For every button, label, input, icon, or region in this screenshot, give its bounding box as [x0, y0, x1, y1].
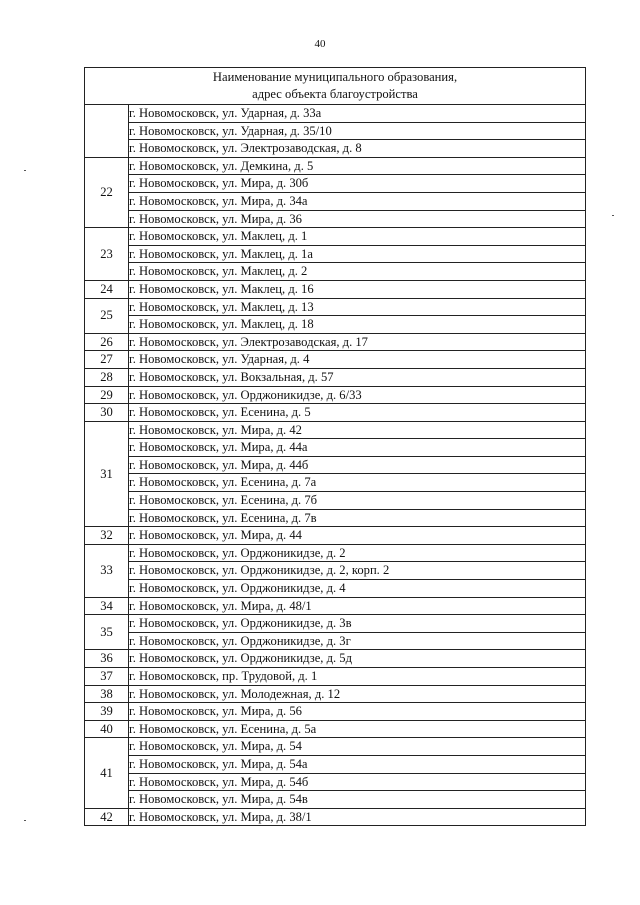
address-cell: г. Новомосковск, ул. Орджоникидзе, д. 4	[129, 580, 586, 598]
address-cell: г. Новомосковск, ул. Орджоникидзе, д. 3г	[129, 632, 586, 650]
address-cell: г. Новомосковск, ул. Мира, д. 54	[129, 738, 586, 756]
table-row	[85, 404, 586, 422]
scan-mark	[612, 215, 614, 216]
table-row	[85, 105, 586, 123]
address-cell: г. Новомосковск, ул. Демкина, д. 5	[129, 157, 586, 175]
table-row	[85, 192, 586, 210]
address-cell: г. Новомосковск, ул. Ударная, д. 35/10	[129, 122, 586, 140]
address-cell: г. Новомосковск, ул. Есенина, д. 7б	[129, 492, 586, 510]
row-number: 27	[85, 351, 129, 369]
table-header-row	[85, 68, 586, 105]
address-cell: г. Новомосковск, ул. Маклец, д. 13	[129, 298, 586, 316]
table-row	[85, 474, 586, 492]
row-number: 32	[85, 527, 129, 545]
table-row	[85, 456, 586, 474]
address-cell: г. Новомосковск, ул. Маклец, д. 2	[129, 263, 586, 281]
address-cell: г. Новомосковск, ул. Есенина, д. 7в	[129, 509, 586, 527]
table-header	[85, 68, 586, 105]
address-cell: г. Новомосковск, ул. Есенина, д. 7а	[129, 474, 586, 492]
address-cell: г. Новомосковск, ул. Мира, д. 44	[129, 527, 586, 545]
table-row	[85, 562, 586, 580]
table-body	[85, 105, 586, 826]
row-number: 31	[85, 421, 129, 527]
address-cell: г. Новомосковск, ул. Орджоникидзе, д. 6/33	[129, 386, 586, 404]
address-cell: г. Новомосковск, ул. Маклец, д. 18	[129, 316, 586, 334]
row-number: 23	[85, 228, 129, 281]
address-cell: г. Новомосковск, ул. Мира, д. 44а	[129, 439, 586, 457]
table-row	[85, 650, 586, 668]
address-cell: г. Новомосковск, ул. Ударная, д. 4	[129, 351, 586, 369]
row-number: 30	[85, 404, 129, 422]
address-cell: г. Новомосковск, ул. Мира, д. 54в	[129, 791, 586, 809]
row-number: 37	[85, 668, 129, 686]
address-cell: г. Новомосковск, ул. Мира, д. 56	[129, 703, 586, 721]
table-row	[85, 245, 586, 263]
row-number: 28	[85, 368, 129, 386]
address-cell: г. Новомосковск, ул. Мира, д. 48/1	[129, 597, 586, 615]
table-row	[85, 685, 586, 703]
table-row	[85, 668, 586, 686]
table-row	[85, 298, 586, 316]
table-row	[85, 738, 586, 756]
address-cell: г. Новомосковск, ул. Мира, д. 30б	[129, 175, 586, 193]
row-number: 36	[85, 650, 129, 668]
row-number: 42	[85, 808, 129, 826]
table-row	[85, 580, 586, 598]
table-row	[85, 421, 586, 439]
row-number: 38	[85, 685, 129, 703]
address-cell: г. Новомосковск, ул. Электрозаводская, д. 8	[129, 140, 586, 158]
table-row	[85, 773, 586, 791]
table-row	[85, 280, 586, 298]
address-cell: г. Новомосковск, ул. Орджоникидзе, д. 3в	[129, 615, 586, 633]
table-row	[85, 808, 586, 826]
address-cell: г. Новомосковск, ул. Мира, д. 44б	[129, 456, 586, 474]
table-row	[85, 527, 586, 545]
table-row	[85, 210, 586, 228]
table-row	[85, 228, 586, 246]
table-row	[85, 615, 586, 633]
address-cell: г. Новомосковск, ул. Маклец, д. 1а	[129, 245, 586, 263]
table-row	[85, 492, 586, 510]
row-number: 35	[85, 615, 129, 650]
address-cell: г. Новомосковск, пр. Трудовой, д. 1	[129, 668, 586, 686]
table-row	[85, 509, 586, 527]
row-number: 40	[85, 720, 129, 738]
table-row	[85, 439, 586, 457]
address-cell: г. Новомосковск, ул. Орджоникидзе, д. 5д	[129, 650, 586, 668]
page-number: 40	[314, 38, 326, 50]
row-number: 39	[85, 703, 129, 721]
table-row	[85, 544, 586, 562]
address-cell: г. Новомосковск, ул. Ударная, д. 33а	[129, 105, 586, 123]
address-cell: г. Новомосковск, ул. Маклец, д. 1	[129, 228, 586, 246]
address-cell: г. Новомосковск, ул. Орджоникидзе, д. 2, корп. 2	[129, 562, 586, 580]
table-row	[85, 368, 586, 386]
address-cell: г. Новомосковск, ул. Мира, д. 54б	[129, 773, 586, 791]
row-number: 24	[85, 280, 129, 298]
table-row	[85, 316, 586, 334]
row-number	[85, 105, 129, 158]
table-row	[85, 791, 586, 809]
table-row	[85, 720, 586, 738]
row-number: 25	[85, 298, 129, 333]
row-number: 26	[85, 333, 129, 351]
table-row	[85, 351, 586, 369]
address-cell: г. Новомосковск, ул. Мира, д. 34а	[129, 192, 586, 210]
table-row	[85, 140, 586, 158]
address-cell: г. Новомосковск, ул. Есенина, д. 5а	[129, 720, 586, 738]
table-row	[85, 175, 586, 193]
row-number: 22	[85, 157, 129, 227]
header-line-1: Наименование муниципального образования,	[212, 70, 458, 84]
address-cell: г. Новомосковск, ул. Есенина, д. 5	[129, 404, 586, 422]
row-number: 29	[85, 386, 129, 404]
address-cell: г. Новомосковск, ул. Мира, д. 54а	[129, 755, 586, 773]
table-row	[85, 632, 586, 650]
row-number: 33	[85, 544, 129, 597]
scan-mark	[24, 170, 26, 171]
address-cell: г. Новомосковск, ул. Электрозаводская, д. 17	[129, 333, 586, 351]
address-cell: г. Новомосковск, ул. Вокзальная, д. 57	[129, 368, 586, 386]
table-row	[85, 333, 586, 351]
table-row	[85, 755, 586, 773]
address-cell: г. Новомосковск, ул. Маклец, д. 16	[129, 280, 586, 298]
table-row	[85, 157, 586, 175]
table-row	[85, 703, 586, 721]
address-table	[84, 67, 586, 826]
table-row	[85, 386, 586, 404]
table-row	[85, 597, 586, 615]
scan-mark	[24, 820, 26, 821]
row-number: 41	[85, 738, 129, 808]
address-cell: г. Новомосковск, ул. Орджоникидзе, д. 2	[129, 544, 586, 562]
address-cell: г. Новомосковск, ул. Мира, д. 36	[129, 210, 586, 228]
address-cell: г. Новомосковск, ул. Молодежная, д. 12	[129, 685, 586, 703]
address-cell: г. Новомосковск, ул. Мира, д. 38/1	[129, 808, 586, 826]
table-row	[85, 122, 586, 140]
table-row	[85, 263, 586, 281]
address-cell: г. Новомосковск, ул. Мира, д. 42	[129, 421, 586, 439]
row-number: 34	[85, 597, 129, 615]
header-line-2: адрес объекта благоустройства	[252, 87, 418, 101]
